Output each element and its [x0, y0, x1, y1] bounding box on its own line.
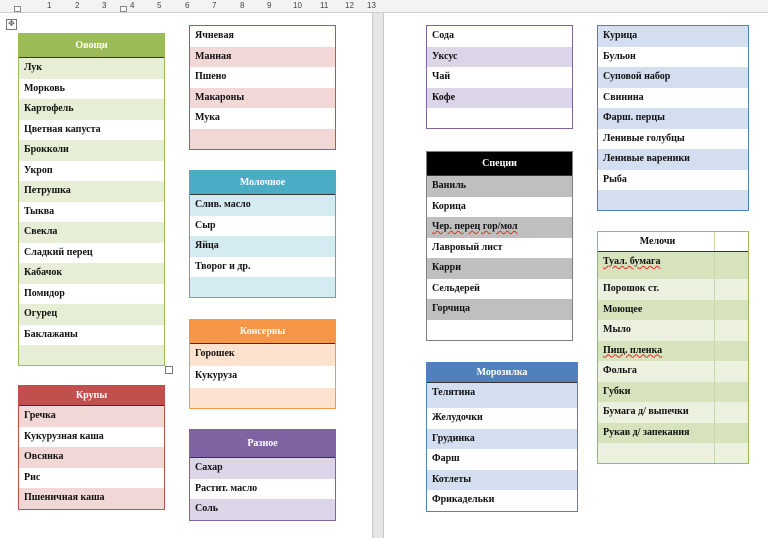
- list-item[interactable]: Соль: [190, 499, 335, 520]
- list-item[interactable]: Творог и др.: [195, 260, 251, 272]
- ruler-tick: 4: [130, 1, 135, 10]
- list-item[interactable]: [598, 300, 748, 321]
- table-header-label: Мелочи: [639, 236, 676, 247]
- list-item[interactable]: Сахар: [190, 458, 335, 479]
- table-freezer: [426, 362, 578, 512]
- item-label: Рукав д/ запекания: [603, 426, 690, 438]
- list-item[interactable]: Сыр: [195, 219, 216, 231]
- item-label: Мыло: [603, 324, 631, 335]
- list-item[interactable]: [598, 320, 748, 341]
- item-label: Бумага д/ выпечки: [603, 406, 689, 417]
- list-item[interactable]: Желудочки: [432, 412, 483, 423]
- ruler-tick: 8: [240, 1, 245, 10]
- ruler-tick: 7: [212, 1, 217, 10]
- list-item[interactable]: Суповой набор: [598, 67, 748, 88]
- list-item[interactable]: Телятина: [427, 383, 577, 408]
- empty-row[interactable]: [427, 320, 572, 340]
- table-header: Молочное: [190, 171, 335, 195]
- item-label: Моющее: [603, 303, 643, 315]
- table-dairy: [189, 170, 336, 298]
- list-item[interactable]: Ячневая: [195, 30, 234, 41]
- list-item[interactable]: [427, 217, 572, 238]
- ruler-tick: 5: [157, 1, 162, 10]
- table-header: Специи: [427, 152, 572, 176]
- list-item[interactable]: Морковь: [24, 82, 65, 94]
- list-item[interactable]: Фрикадельки: [432, 494, 495, 505]
- empty-row[interactable]: [427, 108, 572, 128]
- list-item[interactable]: Бульон: [603, 50, 636, 62]
- list-item[interactable]: Сода: [432, 30, 454, 41]
- ruler-tick: 1: [47, 1, 52, 10]
- list-item[interactable]: Горошек: [190, 344, 335, 366]
- table-header: Крупы: [19, 386, 164, 406]
- list-item[interactable]: Чай: [432, 71, 451, 82]
- list-item[interactable]: [598, 252, 748, 279]
- table-spices: [426, 151, 573, 341]
- list-item[interactable]: Картофель: [19, 99, 164, 120]
- list-item[interactable]: Кукурузная каша: [24, 430, 104, 442]
- table-header: Разное: [190, 430, 335, 458]
- table-header: [598, 232, 748, 252]
- ruler-tick: 10: [293, 1, 302, 10]
- list-item[interactable]: Котлеты: [427, 470, 577, 491]
- list-item[interactable]: Ленивые голубцы: [603, 132, 685, 144]
- item-label: Туал. бумага: [603, 256, 661, 267]
- list-item[interactable]: Кофе: [427, 88, 572, 109]
- list-item[interactable]: Брокколи: [19, 140, 164, 161]
- list-item[interactable]: Гречка: [19, 406, 164, 427]
- list-item[interactable]: Уксус: [427, 47, 572, 68]
- list-item[interactable]: [598, 402, 748, 423]
- list-item[interactable]: Огурец: [19, 304, 164, 325]
- list-item[interactable]: Макароны: [190, 88, 335, 109]
- empty-row[interactable]: [598, 190, 748, 210]
- list-item[interactable]: [598, 423, 748, 444]
- list-item[interactable]: Растит. масло: [195, 482, 258, 494]
- ruler-tick: 11: [320, 1, 329, 10]
- ruler-tick: 2: [75, 1, 80, 10]
- list-item[interactable]: Сладкий перец: [24, 246, 93, 258]
- item-label: Чер. перец гор/мол: [432, 221, 518, 232]
- empty-row[interactable]: [190, 388, 335, 408]
- list-item[interactable]: Пшено: [195, 71, 227, 82]
- list-item[interactable]: Ленивые вареники: [598, 149, 748, 170]
- list-item[interactable]: Овсянка: [19, 447, 164, 468]
- horizontal-ruler[interactable]: [0, 0, 768, 13]
- list-item[interactable]: Яйца: [190, 236, 335, 257]
- table-small-items: [597, 231, 749, 464]
- empty-row[interactable]: [19, 345, 164, 365]
- empty-row[interactable]: [598, 443, 748, 463]
- list-item[interactable]: Ваниль: [427, 176, 572, 197]
- list-item[interactable]: Лук: [19, 58, 164, 79]
- list-item[interactable]: Слив. масло: [190, 195, 335, 216]
- ruler-tick: 12: [345, 1, 354, 10]
- table-header: Морозилка: [427, 363, 577, 383]
- list-item[interactable]: Мука: [195, 112, 220, 123]
- right-indent-marker[interactable]: [120, 6, 127, 12]
- table-cereals: [18, 385, 165, 510]
- table-header: Овощи: [19, 34, 164, 58]
- empty-row[interactable]: [190, 129, 335, 149]
- table-resize-handle[interactable]: [165, 366, 173, 374]
- list-item[interactable]: Рыба: [603, 173, 627, 185]
- list-item[interactable]: Фарш. перцы: [598, 108, 748, 129]
- list-item[interactable]: [598, 361, 748, 382]
- table-move-handle[interactable]: ✥: [6, 19, 17, 30]
- list-item[interactable]: [598, 341, 748, 362]
- ruler-tick: 3: [102, 1, 107, 10]
- list-item[interactable]: Укроп: [24, 164, 53, 176]
- list-item[interactable]: Баклажаны: [24, 328, 78, 340]
- table-drinks: [426, 25, 573, 129]
- list-item[interactable]: Рис: [24, 471, 41, 483]
- item-label: Фольга: [603, 365, 637, 376]
- list-item[interactable]: Свинина: [603, 91, 644, 103]
- table-misc: [189, 429, 336, 521]
- table-grains: [189, 25, 336, 150]
- ruler-tick: 13: [367, 1, 376, 10]
- empty-row[interactable]: [190, 277, 335, 297]
- table-vegetables: [18, 33, 165, 366]
- list-item[interactable]: Сельдерей: [432, 282, 480, 294]
- list-item[interactable]: Корица: [432, 200, 466, 212]
- list-item[interactable]: Курица: [598, 26, 748, 47]
- list-item[interactable]: Кукуруза: [195, 370, 238, 381]
- list-item[interactable]: [598, 382, 748, 403]
- item-label: Губки: [603, 385, 631, 397]
- list-item[interactable]: Грудинка: [427, 429, 577, 450]
- list-item[interactable]: [598, 279, 748, 300]
- list-item[interactable]: Манная: [190, 47, 335, 68]
- list-item[interactable]: Пшеничная каша: [19, 488, 164, 509]
- list-item[interactable]: Горчица: [427, 299, 572, 320]
- left-indent-marker[interactable]: [14, 6, 21, 12]
- table-meat: [597, 25, 749, 211]
- list-item[interactable]: Цветная капуста: [24, 123, 101, 135]
- ruler-tick: 9: [267, 1, 272, 10]
- table-canned: [189, 319, 336, 409]
- list-item[interactable]: Фарш: [432, 453, 460, 464]
- page-separator: [372, 13, 384, 538]
- list-item[interactable]: Тыква: [24, 205, 55, 217]
- list-item[interactable]: Карри: [427, 258, 572, 279]
- table-header: Консервы: [190, 320, 335, 344]
- list-item[interactable]: Петрушка: [19, 181, 164, 202]
- list-item[interactable]: Свекла: [19, 222, 164, 243]
- ruler-tick: 6: [185, 1, 190, 10]
- item-label: Пищ. пленка: [603, 344, 663, 356]
- item-label: Порошок ст.: [603, 283, 660, 294]
- list-item[interactable]: Помидор: [24, 287, 65, 299]
- list-item[interactable]: Лавровый лист: [432, 241, 503, 253]
- list-item[interactable]: Кабачок: [19, 263, 164, 284]
